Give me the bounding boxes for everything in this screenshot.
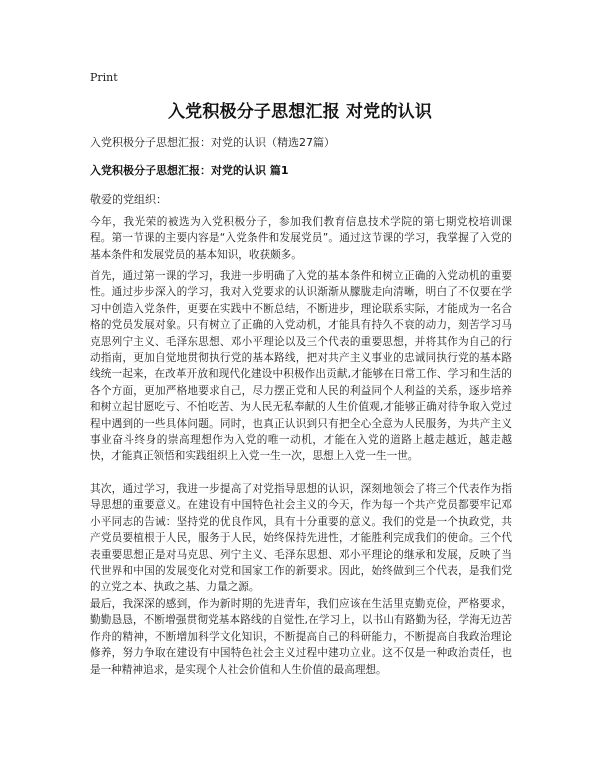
salutation: 敬爱的党组织： xyxy=(90,193,167,206)
document-subtitle: 入党积极分子思想汇报：对党的认识（精选27篇） xyxy=(90,136,335,149)
body-paragraph: 首先，通过第一课的学习，我进一步明确了入党的基本条件和树立正确的入党动机的重要性。通过步步深入的学习，我对入党要求的认识渐渐从朦胧走向清晰，明白了不仅要在学习中创造入党条件，更要在实践中不断总结，不断进步，理论联系实际，才能成为一名合格的党员发展对象。只有树立了正确的入党动机，才能具有持久不衰的动力，刻苦学习马克思列宁主义、毛泽东思想、邓小平理论以及三个代表的重要思想，并将其作为自己的行动指南，更加自觉地贯彻执行党的基本路线，把对共产主义事业的忠诚同执行党的基本路线统一起来，在改革开放和现代化建设中积极作出贡献,才能够在日常工作、学习和生活的各个方面，更加严格地要求自己，尽力摆正党和人民的利益同个人利益的关系，逐步培养和树立起甘愿吃亏、不怕吃苦、为人民无私奉献的人生价值观,才能够正确对待争取入党过程中遇到的一些具体问题。同时，也真正认识到只有把全心全意为人民服务，为共产主义事业奋斗终身的崇高理想作为入党的唯一动机，才能在入党的道路上越走越近，越走越快，才能真正领悟和实践组织上入党一生一次，思想上入党一生一世。 xyxy=(90,270,512,463)
section-heading: 入党积极分子思想汇报：对党的认识 篇1 xyxy=(90,164,289,177)
body-paragraph: 今年，我光荣的被选为入党积极分子，参加我们教育信息技术学院的第七期党校培训课程。第一节课的主要内容是“入党条件和发展党员”。通过这节课的学习，我掌握了入党的基本条件和发展党员的基本知识，收获颇多。 xyxy=(90,216,512,261)
print-link[interactable]: Print xyxy=(90,71,118,84)
page-title: 入党积极分子思想汇报 对党的认识 xyxy=(167,102,433,122)
body-paragraph: 其次，通过学习，我进一步提高了对党指导思想的认识，深刻地领会了将三个代表作为指导思想的重要意义。在建设有中国特色社会主义的今天，作为每一个共产党员都要牢记邓小平同志的告诫：坚持党的优良作风，具有十分重要的意义。我们的党是一个执政党，共产党员要植根于人民，服务于人民，始终保持先进性，才能胜利完成我们的使命。三个代表重要思想正是对马克思、列宁主义、毛泽东思想、邓小平理论的继承和发展，反映了当代世界和中国的发展变化对党和国家工作的新要求。因此，始终做到三个代表，是我们党的立党之本、执政之基、力量之源。 xyxy=(90,483,512,594)
body-paragraph: 最后，我深深的感到，作为新时期的先进青年，我们应该在生活里克勤克俭，严格要求，勤勤恳恳，不断增强贯彻党基本路线的自觉性,在学习上，以书山有路勤为径，学海无边苦作舟的精神，不断增加科学文化知识，不断提高自己的科研能力，不断提高自我政治理论修养，努力争取在建设有中国特色社会主义过程中建功立业。这不仅是一种政治责任，也是一种精神追求，是实现个人社会价值和人生价值的最高理想。 xyxy=(90,598,512,676)
